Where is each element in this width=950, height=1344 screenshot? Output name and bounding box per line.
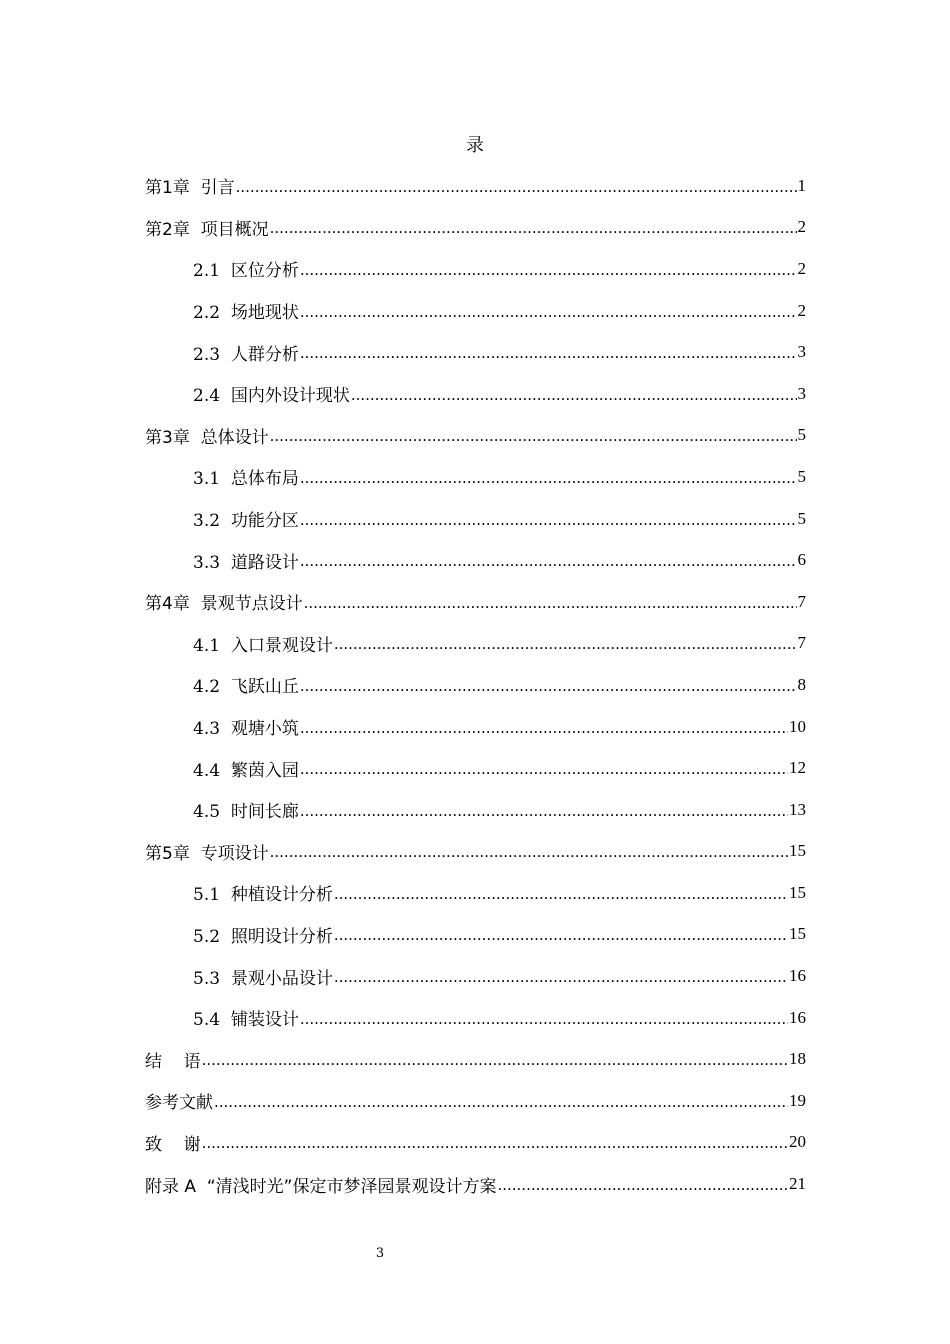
toc-entry-label: 4.3 观塘小筑 bbox=[193, 719, 299, 740]
toc-entry[interactable] bbox=[145, 831, 806, 873]
toc-entry-page: 19 bbox=[789, 1090, 806, 1110]
toc-leader-dots bbox=[270, 219, 797, 237]
toc-entry-page: 12 bbox=[789, 758, 806, 778]
toc-entry-page: 16 bbox=[789, 966, 806, 986]
toc-entry[interactable] bbox=[145, 290, 806, 332]
toc-entry[interactable] bbox=[145, 1038, 806, 1080]
toc-leader-dots bbox=[300, 469, 797, 487]
toc-entry[interactable] bbox=[145, 456, 806, 498]
toc-entry-label: 第2章 项目概况 bbox=[145, 219, 269, 240]
toc-leader-dots bbox=[236, 178, 797, 196]
toc-entry-label: 5.4 铺装设计 bbox=[193, 1010, 299, 1031]
toc-entry[interactable] bbox=[145, 248, 806, 290]
toc-leader-dots bbox=[202, 1134, 788, 1152]
toc-entry[interactable] bbox=[145, 914, 806, 956]
toc-entry-page: 10 bbox=[789, 716, 806, 736]
toc-entry-label: 4.2 飞跃山丘 bbox=[193, 677, 299, 698]
toc-entry-page: 21 bbox=[789, 1174, 806, 1194]
toc-entry-page: 2 bbox=[797, 258, 806, 278]
toc-leader-dots bbox=[300, 802, 788, 820]
toc-entry-label: 3.1 总体布局 bbox=[193, 469, 299, 490]
toc-entry-page: 15 bbox=[789, 882, 806, 902]
table-of-contents bbox=[145, 165, 806, 1205]
toc-leader-dots bbox=[334, 885, 788, 903]
toc-leader-dots bbox=[304, 594, 797, 612]
toc-entry[interactable] bbox=[145, 747, 806, 789]
toc-entry-label: 附录 A “清浅时光”保定市梦泽园景观设计方案 bbox=[145, 1176, 497, 1197]
toc-entry-page: 18 bbox=[789, 1049, 806, 1069]
toc-entry-label: 致 谢 bbox=[145, 1134, 201, 1155]
toc-entry-page: 5 bbox=[797, 425, 806, 445]
toc-entry[interactable] bbox=[145, 207, 806, 249]
toc-entry-page: 3 bbox=[797, 342, 806, 362]
toc-entry-label: 4.4 繁茵入园 bbox=[193, 760, 299, 781]
toc-entry[interactable] bbox=[145, 581, 806, 623]
toc-entry-page: 20 bbox=[789, 1132, 806, 1152]
toc-leader-dots bbox=[300, 719, 788, 737]
toc-leader-dots bbox=[334, 926, 788, 944]
toc-entry-label: 第5章 专项设计 bbox=[145, 843, 269, 864]
toc-entry-page: 16 bbox=[789, 1007, 806, 1027]
toc-entry-page: 8 bbox=[797, 674, 806, 694]
toc-entry[interactable] bbox=[145, 997, 806, 1039]
toc-entry-label: 5.3 景观小品设计 bbox=[193, 968, 333, 989]
toc-entry[interactable] bbox=[145, 373, 806, 415]
toc-entry[interactable] bbox=[145, 955, 806, 997]
toc-entry[interactable] bbox=[145, 1122, 806, 1164]
toc-entry-label: 4.5 时间长廊 bbox=[193, 802, 299, 823]
toc-entry[interactable] bbox=[145, 789, 806, 831]
toc-entry[interactable] bbox=[145, 415, 806, 457]
toc-entry[interactable] bbox=[145, 498, 806, 540]
toc-entry[interactable] bbox=[145, 623, 806, 665]
toc-entry[interactable] bbox=[145, 664, 806, 706]
toc-entry[interactable] bbox=[145, 706, 806, 748]
toc-entry-page: 6 bbox=[797, 550, 806, 570]
toc-entry-page: 2 bbox=[797, 217, 806, 237]
toc-entry-label: 2.1 区位分析 bbox=[193, 261, 299, 282]
toc-entry-label: 第1章 引言 bbox=[145, 178, 235, 199]
toc-entry-page: 5 bbox=[797, 466, 806, 486]
toc-entry[interactable] bbox=[145, 1163, 806, 1205]
toc-entry[interactable] bbox=[145, 165, 806, 207]
toc-entry-label: 3.3 道路设计 bbox=[193, 552, 299, 573]
toc-entry-label: 5.1 种植设计分析 bbox=[193, 885, 333, 906]
toc-entry-page: 3 bbox=[797, 383, 806, 403]
toc-entry-label: 4.1 入口景观设计 bbox=[193, 635, 333, 656]
toc-leader-dots bbox=[202, 1051, 788, 1069]
toc-leader-dots bbox=[300, 552, 797, 570]
toc-entry-page: 7 bbox=[797, 633, 806, 653]
toc-title: 录 bbox=[466, 135, 484, 156]
toc-entry[interactable] bbox=[145, 539, 806, 581]
toc-leader-dots bbox=[300, 261, 797, 279]
toc-leader-dots bbox=[351, 386, 797, 404]
toc-entry-page: 1 bbox=[797, 175, 806, 195]
toc-entry[interactable] bbox=[145, 872, 806, 914]
toc-entry-label: 第3章 总体设计 bbox=[145, 427, 269, 448]
toc-leader-dots bbox=[300, 1010, 788, 1028]
toc-entry-label: 5.2 照明设计分析 bbox=[193, 926, 333, 947]
toc-entry-page: 5 bbox=[797, 508, 806, 528]
toc-leader-dots bbox=[300, 303, 797, 321]
toc-entry-page: 13 bbox=[789, 799, 806, 819]
toc-leader-dots bbox=[334, 635, 797, 653]
toc-leader-dots bbox=[334, 968, 788, 986]
toc-leader-dots bbox=[497, 1176, 788, 1194]
toc-leader-dots bbox=[270, 843, 788, 861]
toc-entry[interactable] bbox=[145, 331, 806, 373]
toc-entry-label: 第4章 景观节点设计 bbox=[145, 594, 303, 615]
toc-leader-dots bbox=[214, 1093, 788, 1111]
toc-entry-page: 2 bbox=[797, 300, 806, 320]
toc-leader-dots bbox=[300, 344, 797, 362]
toc-leader-dots bbox=[300, 511, 797, 529]
page-number: 3 bbox=[375, 1246, 385, 1261]
toc-entry-page: 15 bbox=[789, 841, 806, 861]
toc-entry-page: 15 bbox=[789, 924, 806, 944]
toc-leader-dots bbox=[300, 760, 788, 778]
toc-entry-label: 2.3 人群分析 bbox=[193, 344, 299, 365]
toc-entry-label: 结 语 bbox=[145, 1051, 201, 1072]
toc-entry-label: 2.2 场地现状 bbox=[193, 303, 299, 324]
toc-entry-label: 参考文献 bbox=[145, 1093, 213, 1114]
toc-entry-page: 7 bbox=[797, 591, 806, 611]
toc-entry[interactable] bbox=[145, 1080, 806, 1122]
toc-entry-label: 3.2 功能分区 bbox=[193, 511, 299, 532]
toc-entry-label: 2.4 国内外设计现状 bbox=[193, 386, 350, 407]
toc-leader-dots bbox=[300, 677, 797, 695]
toc-leader-dots bbox=[270, 427, 797, 445]
